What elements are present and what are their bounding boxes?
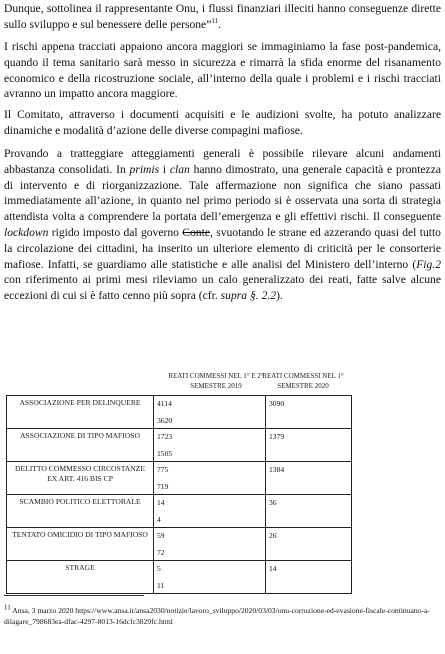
paragraph-4 [4,146,441,304]
row-value-2020: 1379 [266,429,352,462]
paragraph-1 [4,1,441,33]
table-row [7,561,352,594]
footnote-ref[interactable]: 11 [211,16,219,25]
table-col1-header: REATI COMMESSI NEL 1° E 2° SEMESTRE 2019 [168,372,264,390]
value-b: 719 [157,482,169,491]
crime-table [6,395,352,594]
p4-section-ref: supra §. 2.2 [220,289,277,303]
p4-figure-ref: Fig.2 [416,257,441,271]
row-values-2019 [154,462,266,495]
footnote [4,603,441,627]
row-value-2020: 1384 [266,462,352,495]
value-a: 775 [157,465,169,474]
value-b: 1505 [157,449,173,458]
p4-text: rigido imposto dal governo [48,225,183,239]
row-label: ASSOCIAZIONE PER DELINQUERE [7,396,154,429]
table-row [7,528,352,561]
value-a: 14 [157,498,165,507]
value-a: 59 [157,531,165,540]
row-values-2019 [154,528,266,561]
p4-strikethrough: Conte [182,225,210,239]
row-value-2020: 14 [266,561,352,594]
value-b: 3620 [157,416,173,425]
p4-text: hanno dimostrato, una generale capacità e prontezza di intervento e di riorganizzazione. Tale affermazione non significa che siano passati immediatamente all’azione, in quanto nel primo periodo si è osservata una sorta di strategia attendista volta a comprendere la portata dell’emergenza e gli effettivi rischi. Il conseguente [4,162,441,224]
value-a: 1723 [157,432,173,441]
row-values-2019 [154,396,266,429]
value-b: 4 [157,515,161,524]
footnote-text: Ansa, 3 marzo 2020 https://www.ansa.it/ansa2030/notizie/lavoro_sviluppo/2020/03/03/onu-corruzione-ed-evasione-fiscale-continuano-a-dilagare_798683ea-dfac-4297-8013-16dcfc3829fc.html [4,606,430,626]
paragraph-3: Il Comitato, attraverso i documenti acquisiti e le audizioni svolte, ha potuto analizzare dinamiche e modalità d’azione delle diverse compagini mafiose. [4,108,441,137]
table-row [7,396,352,429]
paragraph-1-end: . [218,17,222,31]
row-values-2019 [154,429,266,462]
value-b: 11 [157,581,165,590]
p4-text: con riferimento ai primi mesi rileviamo un calo generalizzato dei reati, fatte salve alcune eccezioni di cui si è fatto cenno più sopra (cfr. [4,273,441,303]
row-label: SCAMBIO POLITICO ELETTORALE [7,495,154,528]
row-label: TENTATO OMICIDIO DI TIPO MAFIOSO [7,528,154,561]
row-label: DELITTO COMMESSO CIRCOSTANZE EX ART. 416 BIS CP [7,462,154,495]
p4-italic: primis [129,162,160,176]
row-values-2019 [154,495,266,528]
footnote-separator [4,595,144,596]
p4-text: Provando a tratteggiare atteggiamenti generali è possibile rilevare alcuni andamenti abbastanza consolidati. In [4,147,441,176]
table-row [7,495,352,528]
value-a: 4114 [157,399,172,408]
row-value-2020: 3090 [266,396,352,429]
paragraph-1-text: Dunque, sottolinea il rappresentante Onu, i flussi finanziari illeciti hanno conseguenze dirette sullo sviluppo e sul benessere delle persone” [4,2,441,31]
row-label: ASSOCIAZIONE DI TIPO MAFIOSO [7,429,154,462]
row-value-2020: 26 [266,528,352,561]
row-value-2020: 36 [266,495,352,528]
p4-italic: lockdown [4,225,49,239]
table-row [7,429,352,462]
value-b: 72 [157,548,165,557]
table-col2-header: REATI COMMESSI NEL 1° SEMESTRE 2020 [262,372,344,390]
p4-italic: clan [169,162,190,176]
row-values-2019 [154,561,266,594]
paragraph-2: I rischi appena tracciati appaiono ancora maggiori se immaginiamo la fase post-pandemica, quando il tema sanitario sarà messo in sicurezza e rimarrà la sfida enorme del risanamento economico e della ricostruzione sociale, all’interno della quale i problemi e i rischi tracciati avranno un impatto ancora maggiore. [4,40,441,101]
p4-text: i [159,162,170,176]
p4-text: ). [276,289,283,303]
p4-text: , svuotando le strane ed azzerando quasi del tutto la circolazione dei cittadini, ha inserito un ulteriore elemento di criticità per le consorterie mafiose. Infatti, se guardiamo alle statistiche e alle analisi del Ministero dell’interno ( [4,225,441,271]
row-label: STRAGE [7,561,154,594]
value-a: 5 [157,564,161,573]
table-row [7,462,352,495]
footnote-number: 11 [4,603,11,612]
